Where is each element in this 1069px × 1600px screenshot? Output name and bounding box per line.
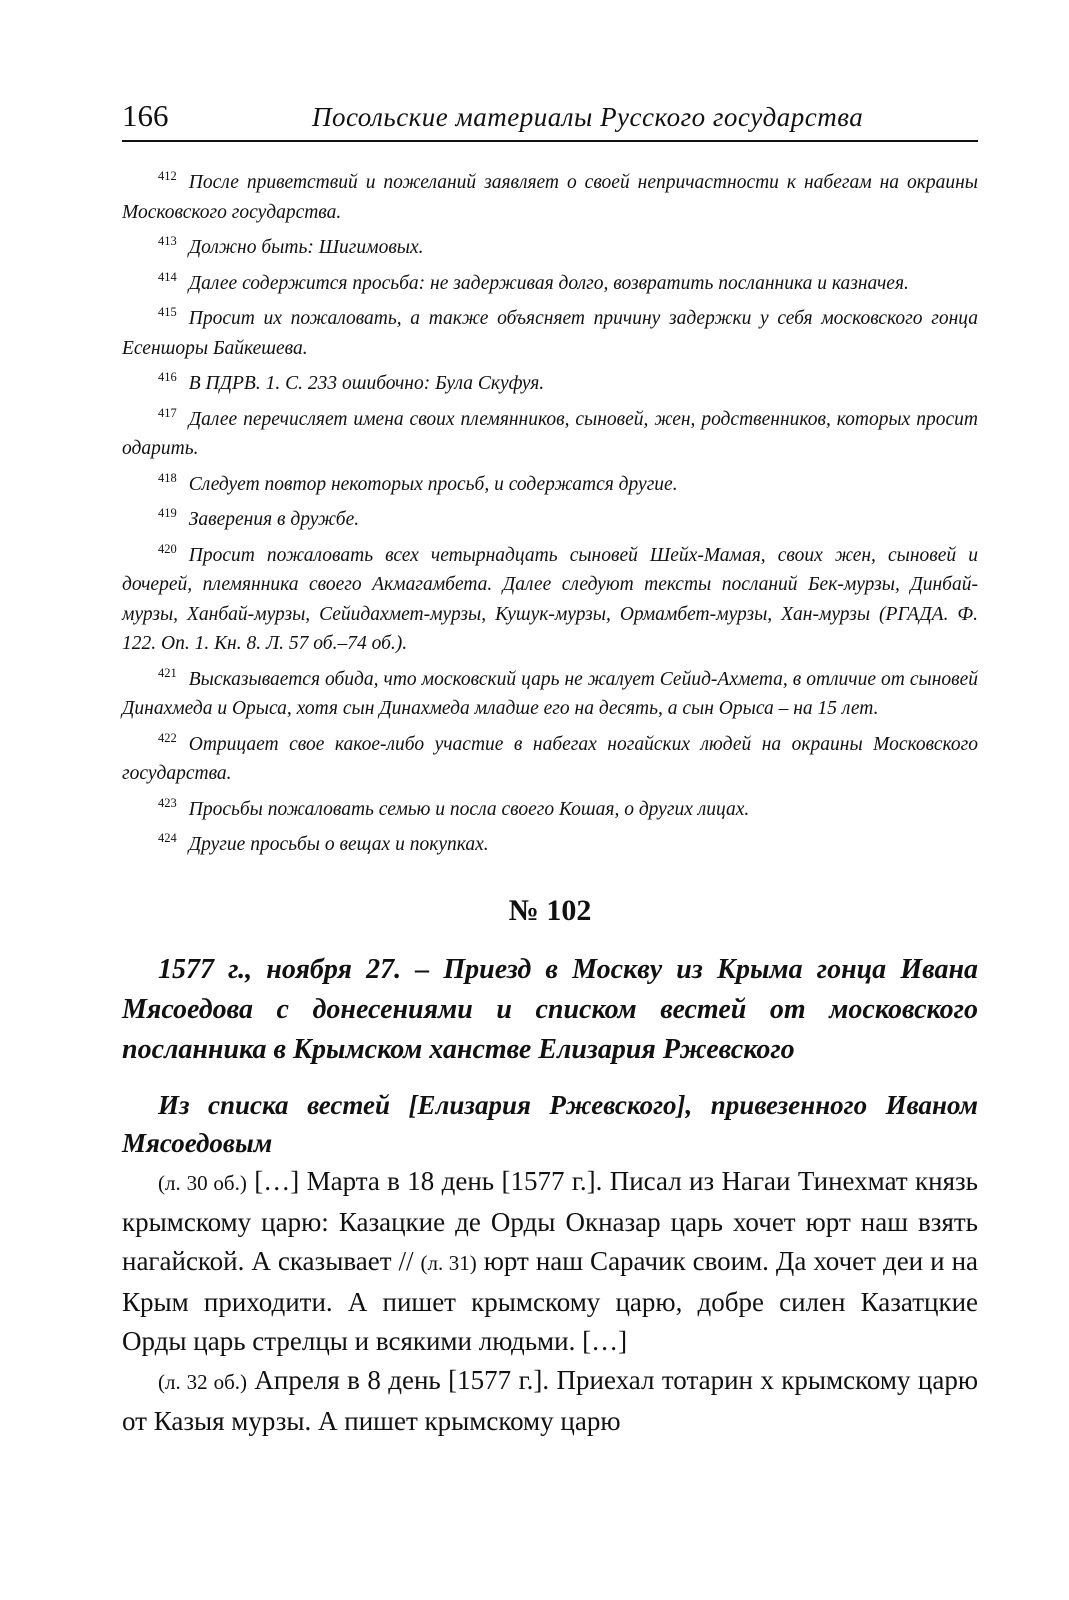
footnote-text: Далее содержится просьба: не задерживая долго, возвратить посланника и казначея.: [188, 272, 909, 294]
footnote-number: 412: [158, 169, 177, 183]
footnote-number: 424: [158, 831, 177, 845]
document-subtitle: Из списка вестей [Елизария Ржевского], привезенного Иваном Мясоедовым: [122, 1089, 978, 1158]
footnote: [122, 363, 978, 399]
footnote: [122, 659, 978, 724]
footnote-text: Просит их пожаловать, а также объясняет причину задержки у себя московского гонца Есеншоры Байкешева.: [122, 308, 978, 359]
footnote-number: 414: [158, 269, 177, 284]
footnote-text: Другие просьбы о вещах и покупках.: [188, 834, 489, 855]
footnote-number: 422: [158, 730, 177, 745]
paragraph-text: Апреля в 8 день [1577 г.]. Приехал тотарин х крымскому царю от Казыя мурзы. А пишет крымскому царю: [122, 1364, 978, 1436]
footnote-number: 417: [158, 405, 177, 420]
footnote-number: 421: [158, 665, 177, 680]
footnote: [122, 227, 978, 263]
body-paragraph: [122, 1361, 978, 1441]
footnote: [122, 399, 978, 464]
running-title: Посольские материалы Русского государства: [312, 102, 864, 132]
document-title: 1577 г., ноября 27. – Приезд в Москву из Крыма гонца Ивана Мясоедова с донесениями и списком вестей от московского посланника в Крымском ханстве Елизария Ржевского: [122, 953, 978, 1065]
document-body: [122, 1162, 978, 1441]
footnote-number: 416: [158, 370, 177, 384]
body-paragraph: [122, 1162, 978, 1361]
paragraph-text: […] Марта в 18 день [1577 г.]. Писал из Нагаи Тинехмат князь крымскому царю: Казацкие де Орды Окназар царь хочет юрт наш взять нагайской. А сказывает //: [122, 1165, 978, 1276]
folio-reference: (л. 32 об.): [158, 1369, 247, 1394]
footnote-text: Отрицает свое какое-либо участие в набегах ногайских людей на окраины Московского государства.: [122, 733, 978, 784]
footnote-text: Просит пожаловать всех четырнадцать сыновей Шейх-Мамая, своих жен, сыновей и дочерей, племянника своего Акмагамбета. Далее следуют тексты посланий Бек-мурзы, Динбай-мурзы, Ханбай-мурзы, Сейидахмет-мурзы, Кушук-мурзы, Ормамбет-мурзы, Хан-мурзы (РГАДА. Ф. 122. Оп. 1. Кн. 8. Л. 57 об.–74 об.).: [122, 544, 978, 654]
footnote-text: Следует повтор некоторых просьб, и содержатся другие.: [188, 473, 678, 495]
footnote-text: Просьбы пожаловать семью и посла своего Кошая, о других лицах.: [188, 798, 750, 820]
footnote: [122, 789, 978, 825]
book-page: [122, 98, 978, 1441]
footnote-text: Заверения в дружбе.: [188, 509, 360, 530]
document-number: № 102: [508, 893, 592, 927]
footnote: [122, 464, 978, 500]
footnote-number: 418: [158, 470, 177, 485]
footnote-text: Высказывается обида, что московский царь не жалует Сейид-Ахмета, в отличие от сыновей Динахмеда и Орыса, хотя сын Динахмеда младше его на десять, а сын Орыса – на 15 лет.: [122, 668, 978, 719]
footnote-number: 413: [158, 234, 177, 248]
page-number: 166: [122, 98, 169, 133]
footnote-text: Должно быть: Шигимовых.: [188, 237, 424, 258]
footnote: [122, 298, 978, 363]
footnote-text: После приветствий и пожеланий заявляет о своей непричастности к набегам на окраины Московского государства.: [122, 172, 978, 223]
footnote-number: 420: [158, 541, 177, 556]
paragraph-text: юрт наш Сарачик своим. Да хочет деи и на Крым приходити. А пишет крымскому царю, добре силен Казатцкие Орды царь стрелцы и всякими людьми. […]: [122, 1245, 979, 1356]
footnote: [122, 724, 978, 789]
footnote-number: 419: [158, 506, 177, 520]
footnote: [122, 824, 978, 860]
footnote-text: В ПДРВ. 1. С. 233 ошибочно: Була Скуфуя.: [188, 373, 545, 394]
footnotes: [122, 162, 978, 860]
footnote: [122, 499, 978, 535]
footnote: [122, 162, 978, 227]
footnote-text: Далее перечисляет имена своих племянников, сыновей, жен, родственников, которых просит одарить.: [122, 408, 978, 459]
footnote-number: 415: [158, 305, 177, 319]
footnote-number: 423: [158, 795, 177, 810]
footnote: [122, 535, 978, 659]
folio-reference: (л. 31): [420, 1250, 477, 1275]
footnote: [122, 263, 978, 299]
folio-reference: (л. 30 об.): [158, 1170, 247, 1195]
page-header: [122, 98, 978, 142]
